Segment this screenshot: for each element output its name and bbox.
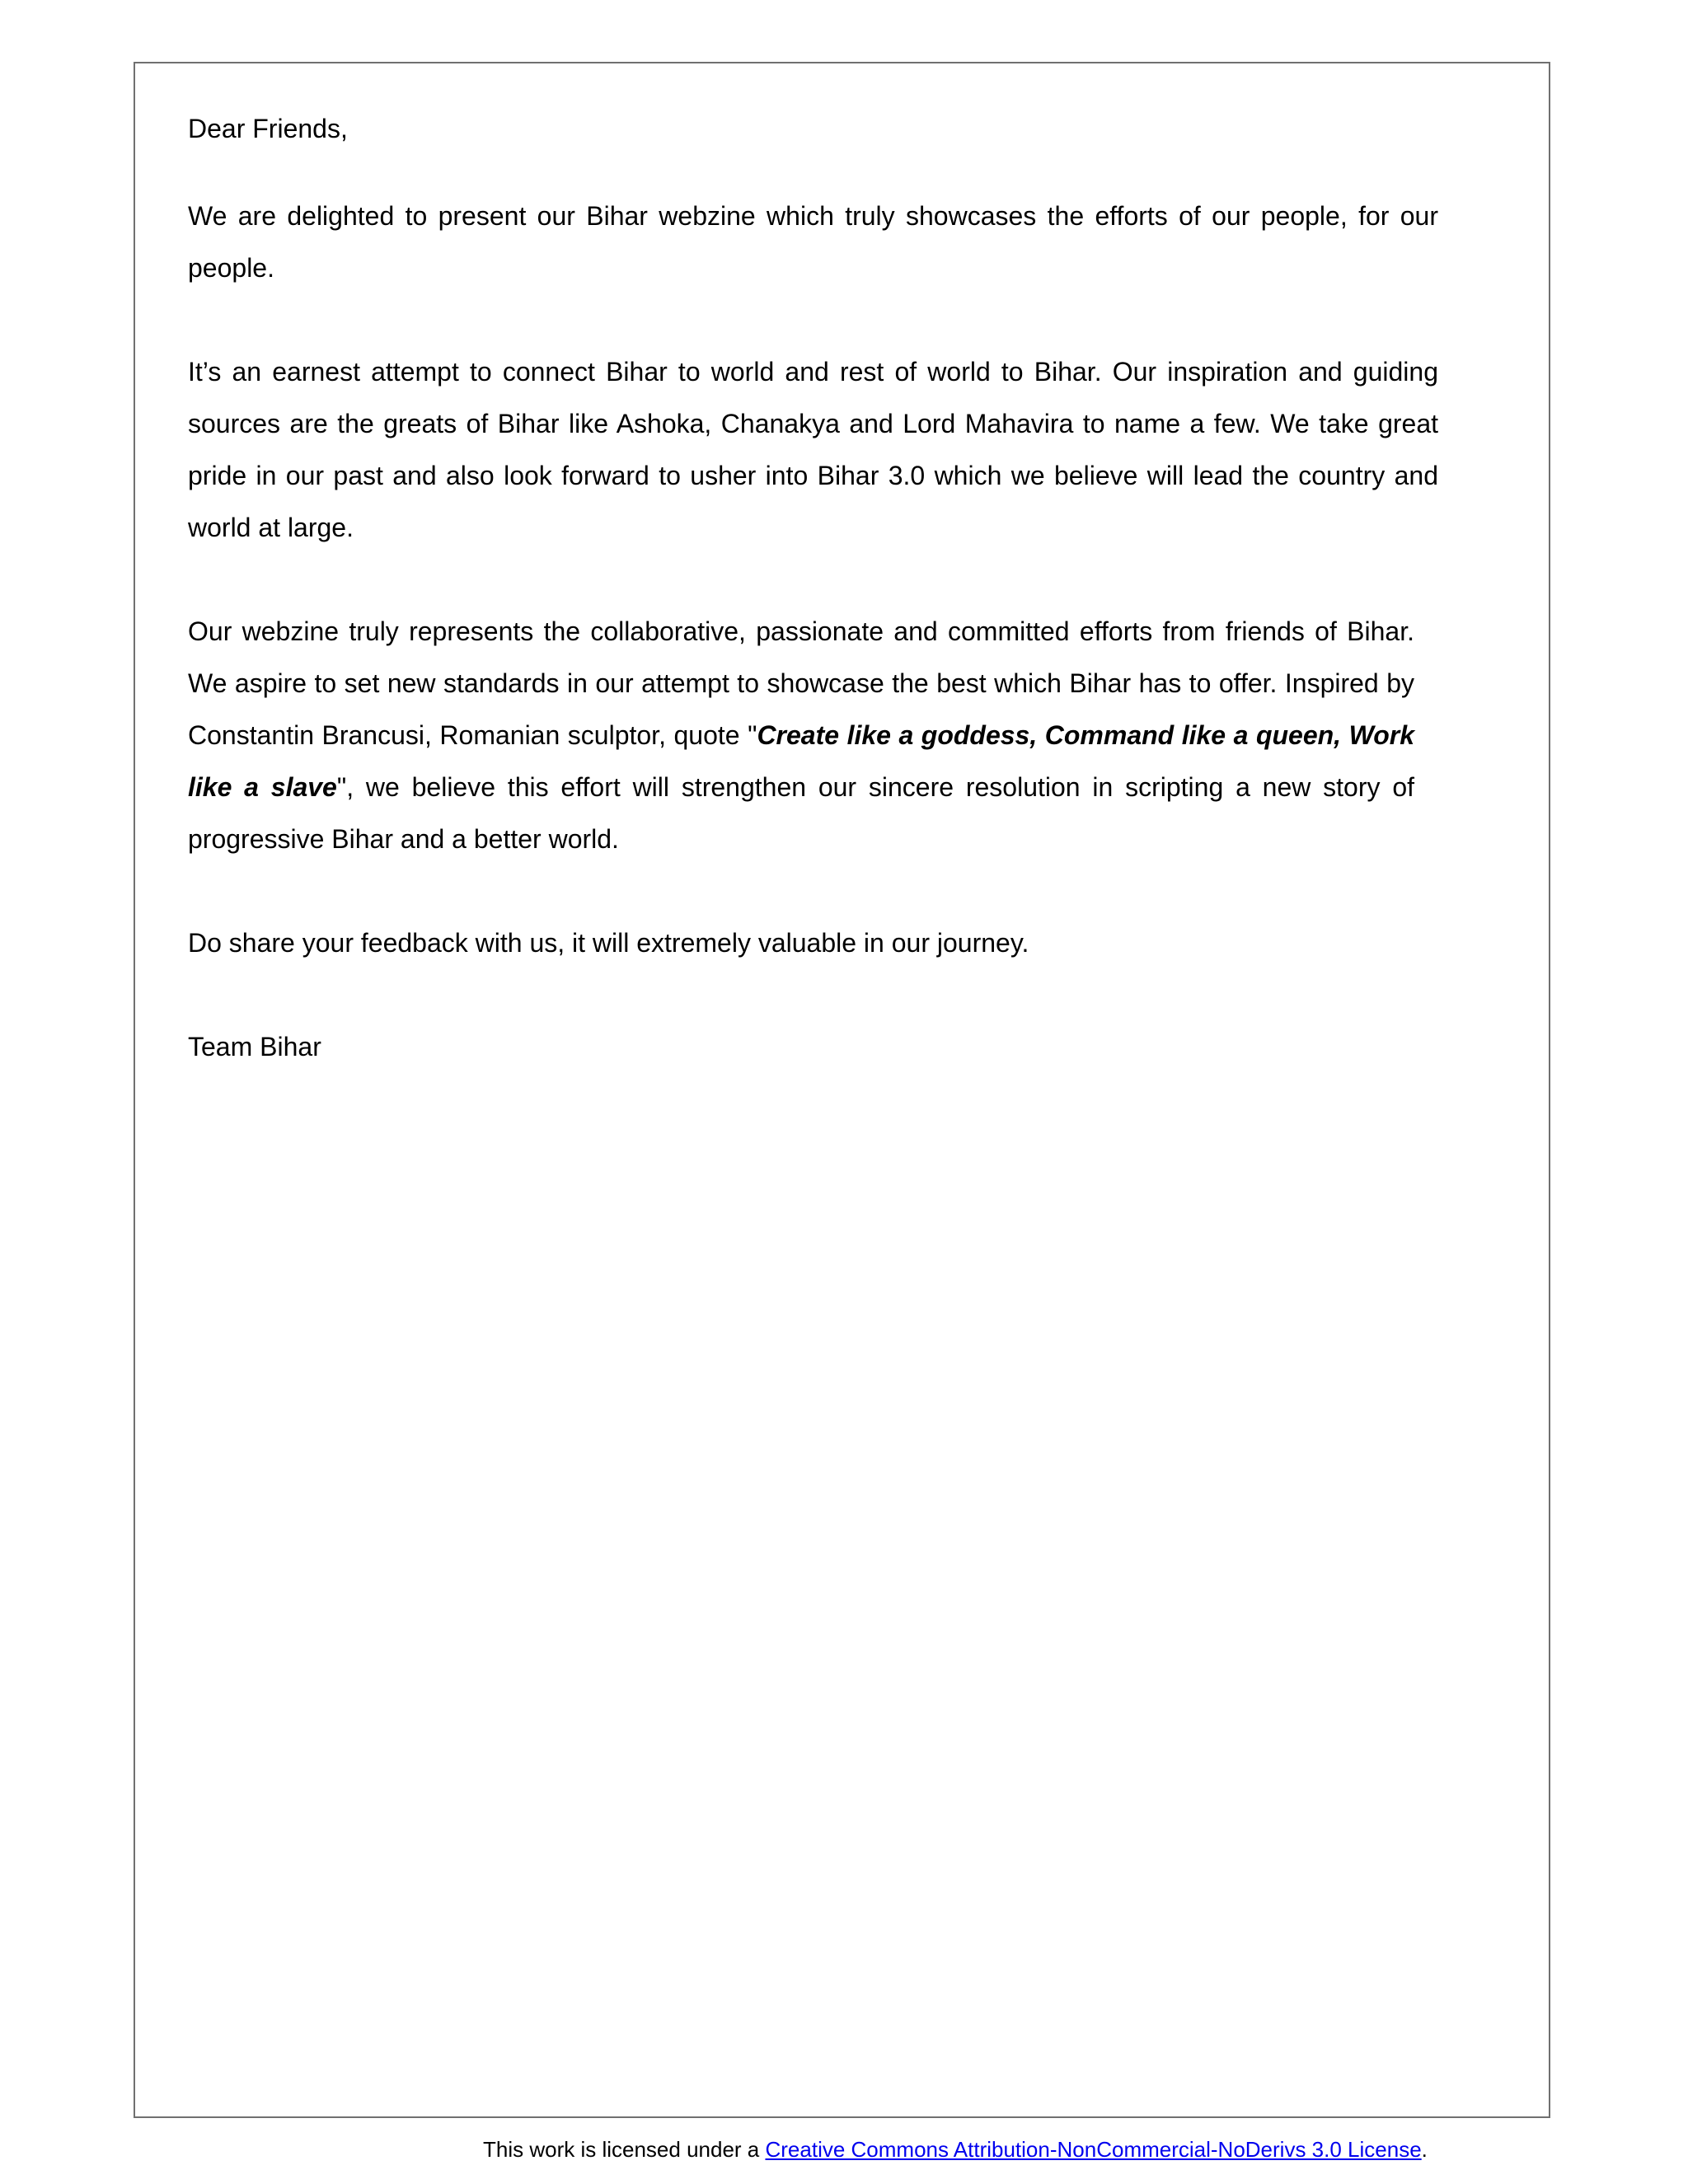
paragraph-inspiration: It’s an earnest attempt to connect Bihar to world and rest of world to Bihar. Our inspiration and guiding sources are the greats of Bihar like Ashoka, Chanakya and Lord Mahavira to name a few. We take great pride in our past and also look forward to usher into Bihar 3.0 which we believe will lead the country and world at large. — [188, 357, 1438, 542]
brancusi-quote: Create like a goddess, Command like a queen, Work like a slave — [188, 720, 1415, 802]
paragraph-collaboration — [188, 606, 1414, 865]
license-prefix: This work is licensed under a — [483, 2137, 766, 2162]
paragraph-feedback: Do share your feedback with us, it will extremely valuable in our journey. — [188, 928, 1029, 958]
license-link[interactable]: Creative Commons Attribution-NonCommercial-NoDerivs 3.0 License — [765, 2137, 1422, 2162]
license-suffix: . — [1421, 2137, 1428, 2162]
letter-body — [188, 103, 1438, 1073]
paragraph-intro: We are delighted to present our Bihar webzine which truly showcases the efforts of our people, for our people. — [188, 201, 1438, 283]
signature: Team Bihar — [188, 1032, 321, 1062]
license-footer — [483, 2135, 1428, 2164]
paragraph-text: ", we believe this effort will strengthen our sincere resolution in scripting a new story of progressive Bihar and a better world. — [188, 772, 1415, 854]
greeting: Dear Friends, — [188, 114, 348, 143]
paragraph-text: Our webzine truly represents the collaborative, passionate and committed efforts from friends of Bihar. We aspire to set new standards in our attempt to showcase the best which Bihar has to offer. Inspired by Constantin Brancusi, Romanian sculptor, quote " — [188, 616, 1414, 750]
